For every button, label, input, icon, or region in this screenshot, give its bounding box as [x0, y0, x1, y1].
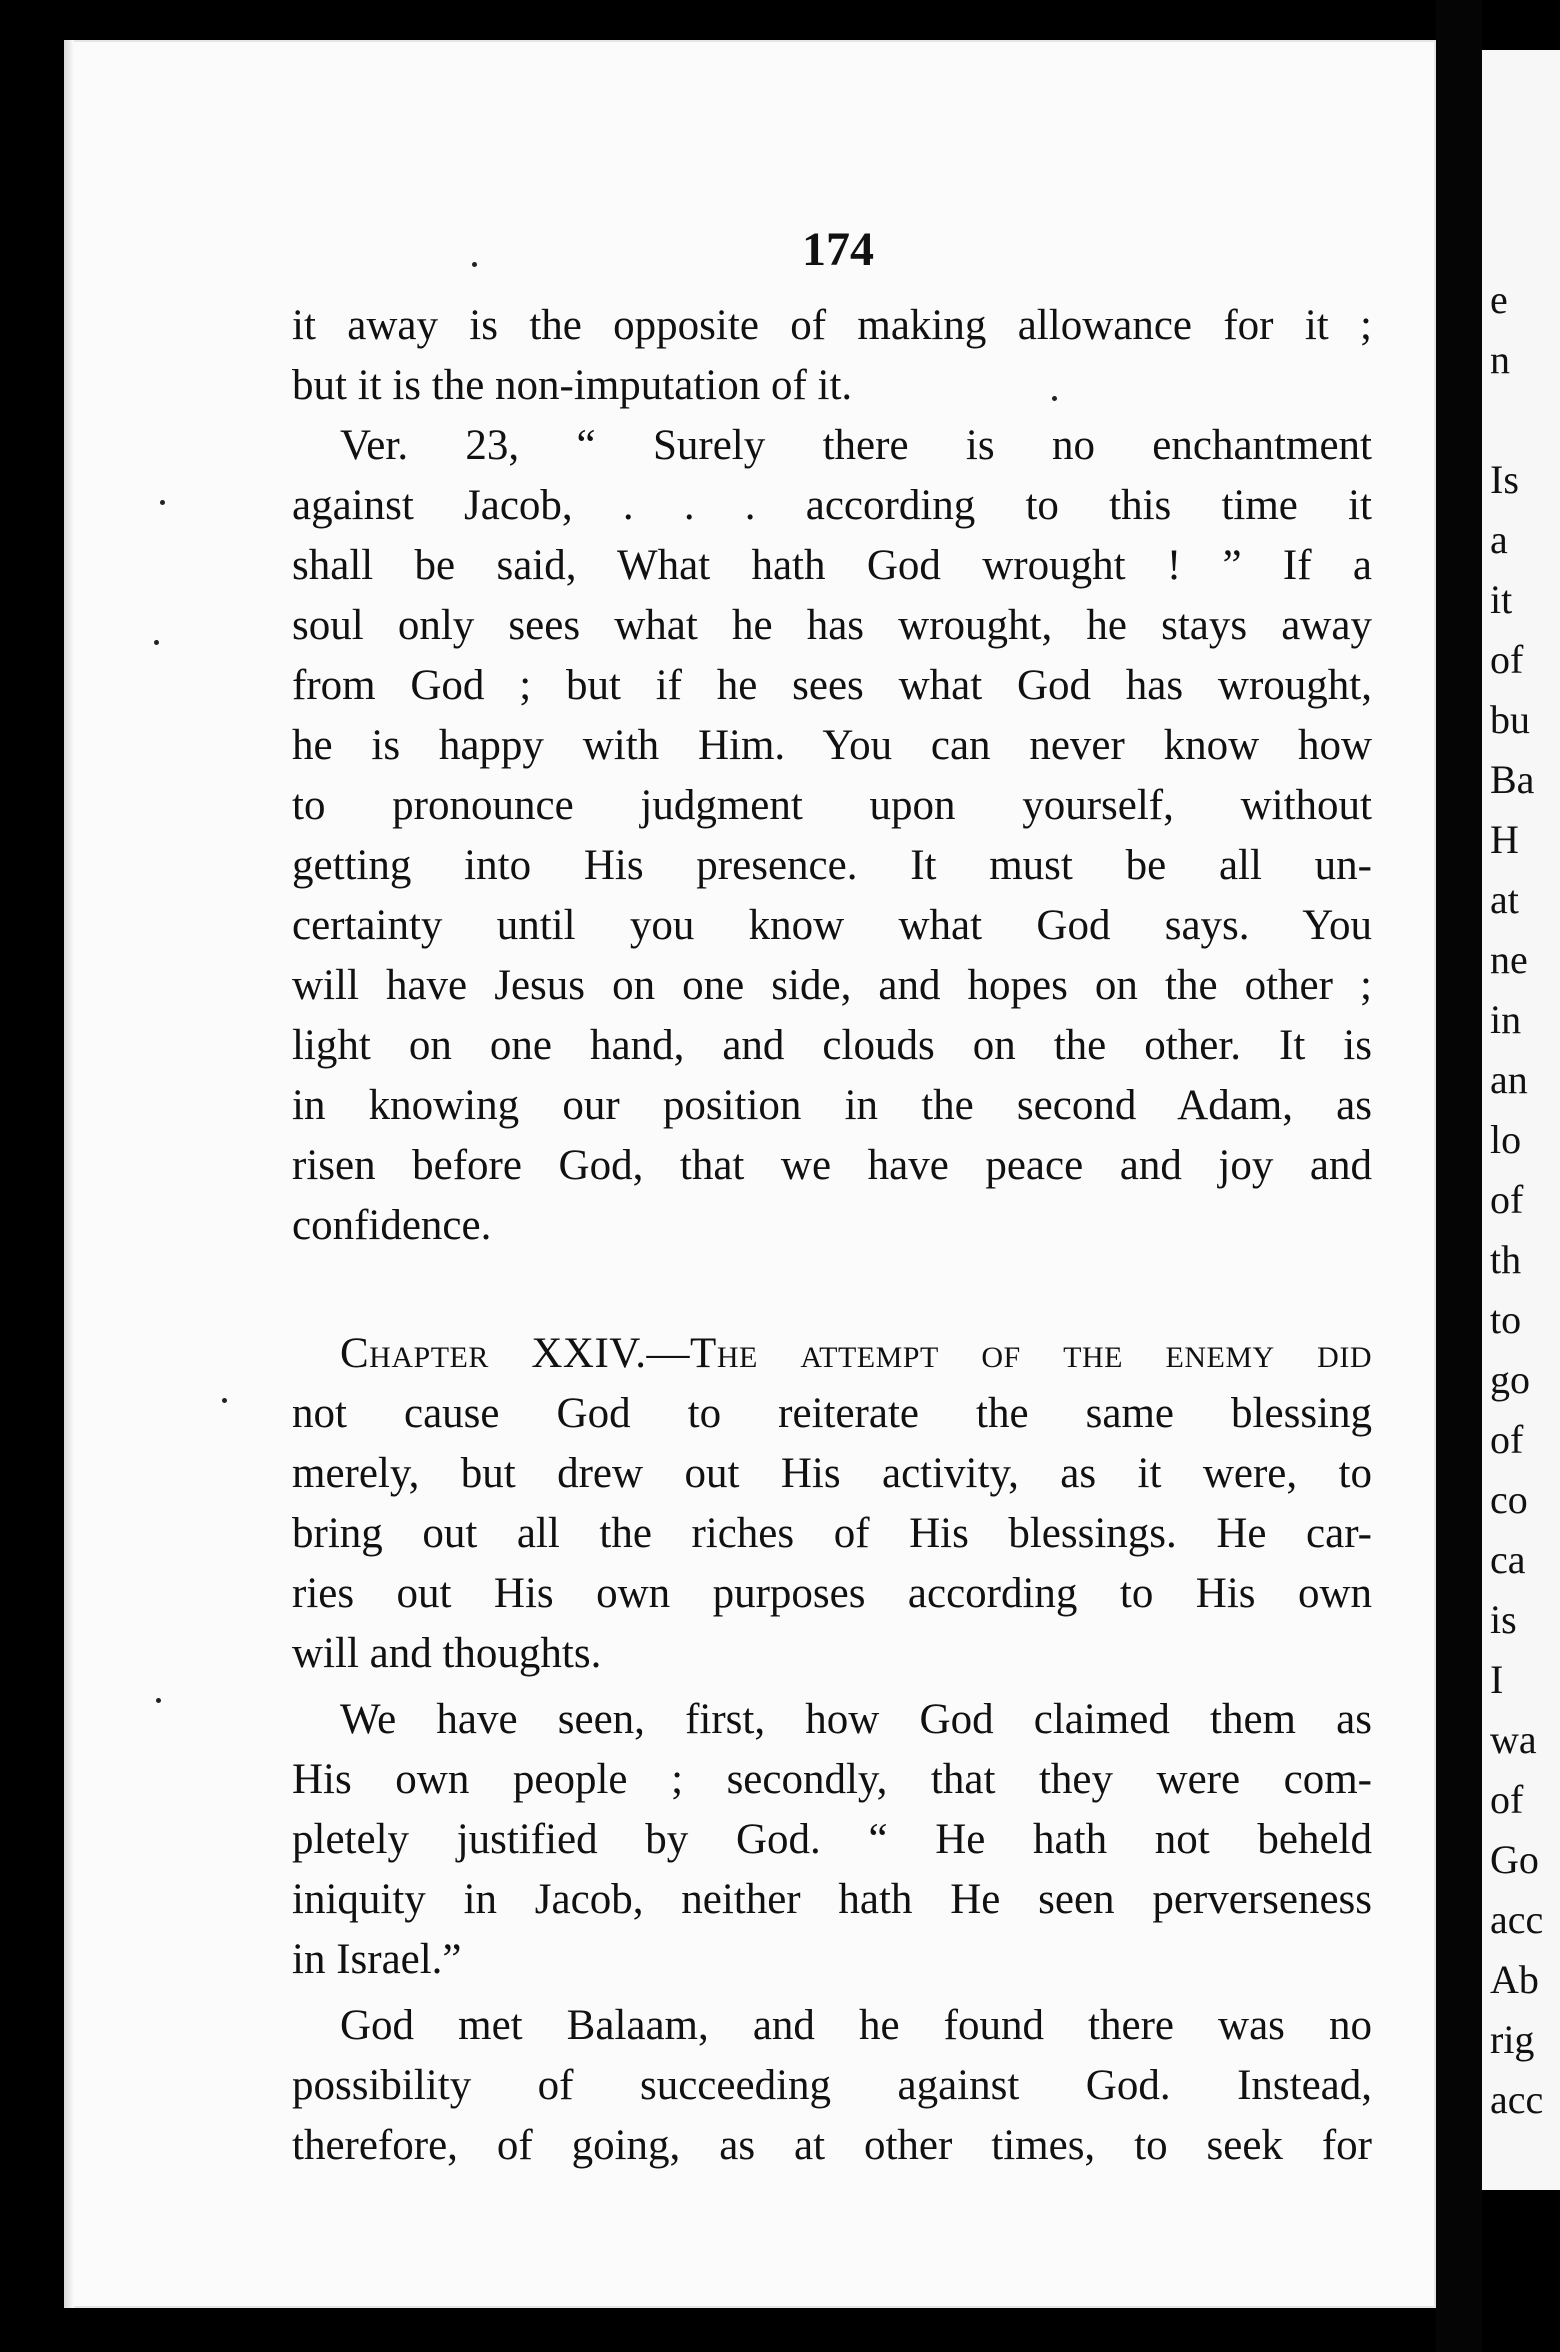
book-gutter — [1436, 0, 1482, 2352]
chapter-paragraph — [292, 1324, 1372, 1684]
page-number: 174 — [802, 223, 874, 276]
print-speck — [1052, 396, 1057, 401]
facing-text-fragment: lo — [1490, 1117, 1522, 1162]
text-line: Ver. 23, “ Surely there is no enchantment — [340, 422, 1372, 469]
facing-text-fragment: Ba — [1490, 757, 1535, 802]
facing-text-fragment: Go — [1490, 1837, 1539, 1882]
text-line: will have Jesus on one side, and hopes on the other ; — [292, 962, 1372, 1009]
text-line: confidence. — [292, 1202, 492, 1249]
text-line: getting into His presence. It must be all un- — [292, 842, 1372, 889]
facing-text-fragment: bu — [1490, 697, 1530, 742]
text-line: but it is the non-imputation of it. — [292, 362, 853, 409]
text-line: pletely justified by God. “ He hath not beheld — [292, 1816, 1372, 1863]
text-line: not cause God to reiterate the same blessing — [292, 1390, 1372, 1437]
facing-text-fragment: wa — [1490, 1717, 1537, 1762]
facing-text-fragment: co — [1490, 1477, 1528, 1522]
facing-text-fragment: of — [1490, 637, 1524, 682]
text-line: soul only sees what he has wrought, he stays away — [292, 602, 1372, 649]
text-line: therefore, of going, as at other times, to seek for — [292, 2122, 1372, 2169]
text-line: in Israel.” — [292, 1936, 462, 1983]
print-speck — [472, 262, 477, 267]
facing-text-fragment: of — [1490, 1777, 1524, 1822]
page-text — [292, 296, 1372, 2176]
paragraph-1 — [292, 296, 1372, 416]
facing-text-fragment: of — [1490, 1417, 1524, 1462]
text-line: light on one hand, and clouds on the other. It is — [292, 1022, 1372, 1069]
text-line: iniquity in Jacob, neither hath He seen perverseness — [292, 1876, 1372, 1923]
facing-text-fragment: e — [1490, 277, 1508, 322]
text-line: in knowing our position in the second Adam, as — [292, 1082, 1372, 1129]
facing-text-fragment: th — [1490, 1237, 1522, 1282]
paragraph-5 — [292, 1996, 1372, 2176]
facing-text-fragment: go — [1490, 1357, 1530, 1402]
text-line: against Jacob, . . . according to this time it — [292, 482, 1372, 529]
text-line: will and thoughts. — [292, 1630, 602, 1677]
facing-text-fragment: acc — [1490, 2077, 1544, 2122]
text-line: His own people ; secondly, that they were com- — [292, 1756, 1372, 1803]
facing-text-fragment: a — [1490, 517, 1508, 562]
text-line: risen before God, that we have peace and joy and — [292, 1142, 1372, 1189]
facing-text-fragment: it — [1490, 577, 1513, 622]
facing-text-fragment: is — [1490, 1597, 1517, 1642]
text-line: it away is the opposite of making allowance for it ; — [292, 302, 1372, 349]
text-line: to pronounce judgment upon yourself, without — [292, 782, 1372, 829]
text-line: God met Balaam, and he found there was no — [340, 2002, 1372, 2049]
paragraph-4 — [292, 1690, 1372, 1990]
text-line: ries out His own purposes according to His own — [292, 1570, 1372, 1617]
print-speck — [154, 640, 159, 645]
facing-text-fragment: H — [1490, 817, 1519, 862]
facing-text-fragment: Ab — [1490, 1957, 1539, 2002]
section-gap — [292, 1256, 1372, 1324]
print-speck — [156, 1698, 161, 1703]
text-line: certainty until you know what God says. You — [292, 902, 1372, 949]
text-line: he is happy with Him. You can never know how — [292, 722, 1372, 769]
facing-text-fragment: ca — [1490, 1537, 1526, 1582]
facing-text-fragment: an — [1490, 1057, 1528, 1102]
chapter-heading-line: Chapter XXIV.—The attempt of the enemy did — [340, 1330, 1372, 1377]
text-line: bring out all the riches of His blessings. He car- — [292, 1510, 1372, 1557]
print-speck — [222, 1398, 227, 1403]
paragraph-2 — [292, 416, 1372, 1256]
facing-text-fragment: of — [1490, 1177, 1524, 1222]
facing-text-fragment: in — [1490, 997, 1522, 1042]
facing-text-fragment: at — [1490, 877, 1519, 922]
facing-text-fragment: n — [1490, 337, 1510, 382]
facing-text-fragment: Is — [1490, 457, 1519, 502]
text-line: possibility of succeeding against God. Instead, — [292, 2062, 1372, 2109]
facing-text-fragment: to — [1490, 1297, 1522, 1342]
facing-text-fragment: acc — [1490, 1897, 1544, 1942]
text-line: merely, but drew out His activity, as it were, to — [292, 1450, 1372, 1497]
facing-text-fragment: I — [1490, 1657, 1504, 1702]
text-line: shall be said, What hath God wrought ! ” If a — [292, 542, 1372, 589]
text-line: from God ; but if he sees what God has wrought, — [292, 662, 1372, 709]
facing-text-fragment: ne — [1490, 937, 1528, 982]
print-speck — [160, 500, 165, 505]
facing-text-fragment: rig — [1490, 2017, 1535, 2062]
text-line: We have seen, first, how God claimed them as — [340, 1696, 1372, 1743]
